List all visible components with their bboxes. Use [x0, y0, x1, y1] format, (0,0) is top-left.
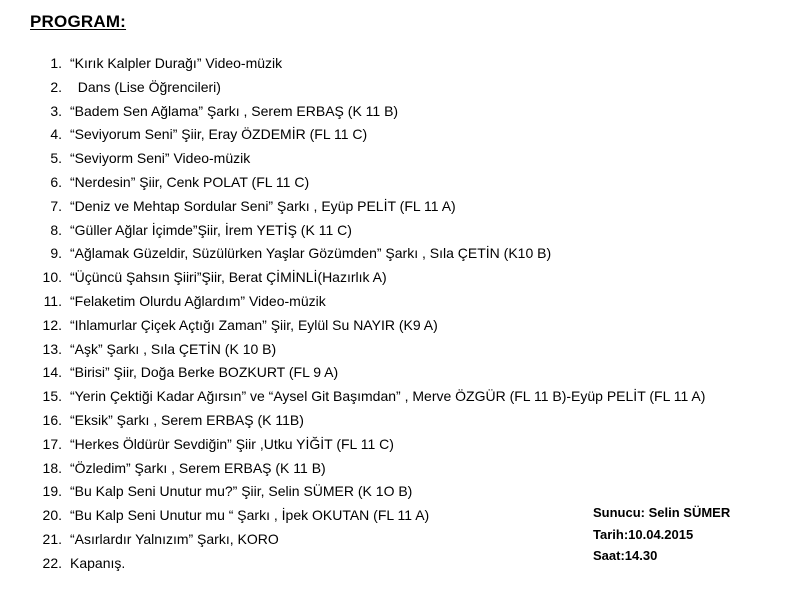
item-text: Kapanış. — [70, 554, 126, 571]
item-number: 19. — [42, 483, 62, 500]
item-text: “Özledim” Şarkı , Serem ERBAŞ (K 11 B) — [70, 459, 326, 476]
item-number: 20. — [42, 507, 62, 524]
item-number: 7. — [50, 197, 62, 214]
list-item — [30, 52, 770, 76]
item-text: “Bu Kalp Seni Unutur mu “ Şarkı , İpek OKUTAN (FL 11 A) — [70, 507, 430, 524]
item-number: 11. — [43, 292, 62, 309]
list-item — [30, 195, 770, 219]
item-number: 18. — [42, 459, 62, 476]
item-number: 17. — [42, 435, 62, 452]
item-number: 10. — [42, 269, 62, 286]
list-item — [30, 100, 770, 124]
list-item — [30, 219, 770, 243]
item-number: 14. — [42, 364, 62, 381]
list-item — [30, 409, 770, 433]
item-text: “Yerin Çektiği Kadar Ağırsın” ve “Aysel Git Başımdan” , Merve ÖZGÜR (FL 11 B)-Eyüp PELİT (FL 11 A) — [70, 388, 706, 405]
list-item — [30, 123, 770, 147]
item-text: “Ihlamurlar Çiçek Açtığı Zaman” Şiir, Eylül Su NAYIR (K9 A) — [70, 316, 438, 333]
list-item — [30, 147, 770, 171]
list-item — [30, 242, 770, 266]
item-text: “Deniz ve Mehtap Sordular Seni” Şarkı , Eyüp PELİT (FL 11 A) — [70, 197, 456, 214]
item-number: 22. — [42, 554, 62, 571]
list-item — [30, 171, 770, 195]
item-number: 15. — [42, 388, 62, 405]
date-line: Tarih:10.04.2015 — [593, 526, 694, 542]
page-title: PROGRAM: — [30, 12, 127, 31]
item-text: “Herkes Öldürür Sevdiğin” Şiir ,Utku YİĞİT (FL 11 C) — [70, 435, 394, 452]
item-number: 8. — [50, 221, 62, 238]
list-item — [30, 290, 770, 314]
item-text: “Eksik” Şarkı , Serem ERBAŞ (K 11B) — [70, 411, 304, 428]
item-number: 2. — [50, 78, 62, 95]
item-text: “Bu Kalp Seni Unutur mu?” Şiir, Selin SÜMER (K 1O B) — [70, 483, 413, 500]
item-text: “Birisi” Şiir, Doğa Berke BOZKURT (FL 9 A) — [70, 364, 339, 381]
list-item — [30, 433, 770, 457]
list-item — [30, 76, 770, 100]
list-item — [30, 457, 770, 481]
item-number: 3. — [50, 102, 62, 119]
item-number: 4. — [50, 126, 62, 143]
item-text: Dans (Lise Öğrencileri) — [70, 78, 221, 95]
item-text: “Ağlamak Güzeldir, Süzülürken Yaşlar Gözümden” Şarkı , Sıla ÇETİN (K10 B) — [70, 245, 552, 262]
presenter-line: Sunucu: Selin SÜMER — [593, 505, 731, 520]
item-number: 21. — [42, 530, 62, 547]
item-number: 5. — [50, 150, 62, 167]
list-item — [30, 480, 770, 504]
item-number: 12. — [42, 316, 62, 333]
item-text: “Kırık Kalpler Durağı” Video-müzik — [70, 55, 283, 71]
list-item — [30, 361, 770, 385]
event-info — [593, 502, 730, 567]
item-text: “Aşk” Şarkı , Sıla ÇETİN (K 10 B) — [70, 340, 277, 357]
item-text: “Asırlardır Yalnızım” Şarkı, KORO — [70, 530, 279, 547]
item-text: “Nerdesin” Şiir, Cenk POLAT (FL 11 C) — [70, 173, 310, 190]
item-text: “Güller Ağlar İçimde”Şiir, İrem YETİŞ (K 11 C) — [70, 221, 352, 238]
time-line: Saat:14.30 — [593, 548, 658, 563]
list-item — [30, 314, 770, 338]
program-list — [30, 52, 770, 576]
item-text: “Seviyorum Seni” Şiir, Eray ÖZDEMİR (FL 11 C) — [70, 126, 368, 143]
list-item — [30, 266, 770, 290]
item-number: 16. — [42, 411, 62, 428]
item-number: 9. — [50, 245, 62, 262]
item-text: “Felaketim Olurdu Ağlardım” Video-müzik — [70, 292, 326, 309]
item-number: 1. — [50, 55, 62, 71]
item-text: “Seviyorm Seni” Video-müzik — [70, 150, 251, 167]
list-item — [30, 385, 770, 409]
item-text: “Badem Sen Ağlama” Şarkı , Serem ERBAŞ (K 11 B) — [70, 102, 399, 119]
list-item — [30, 338, 770, 362]
item-text: “Üçüncü Şahsın Şiiri”Şiir, Berat ÇİMİNLİ(Hazırlık A) — [70, 269, 387, 286]
item-number: 6. — [50, 173, 62, 190]
item-number: 13. — [42, 340, 62, 357]
